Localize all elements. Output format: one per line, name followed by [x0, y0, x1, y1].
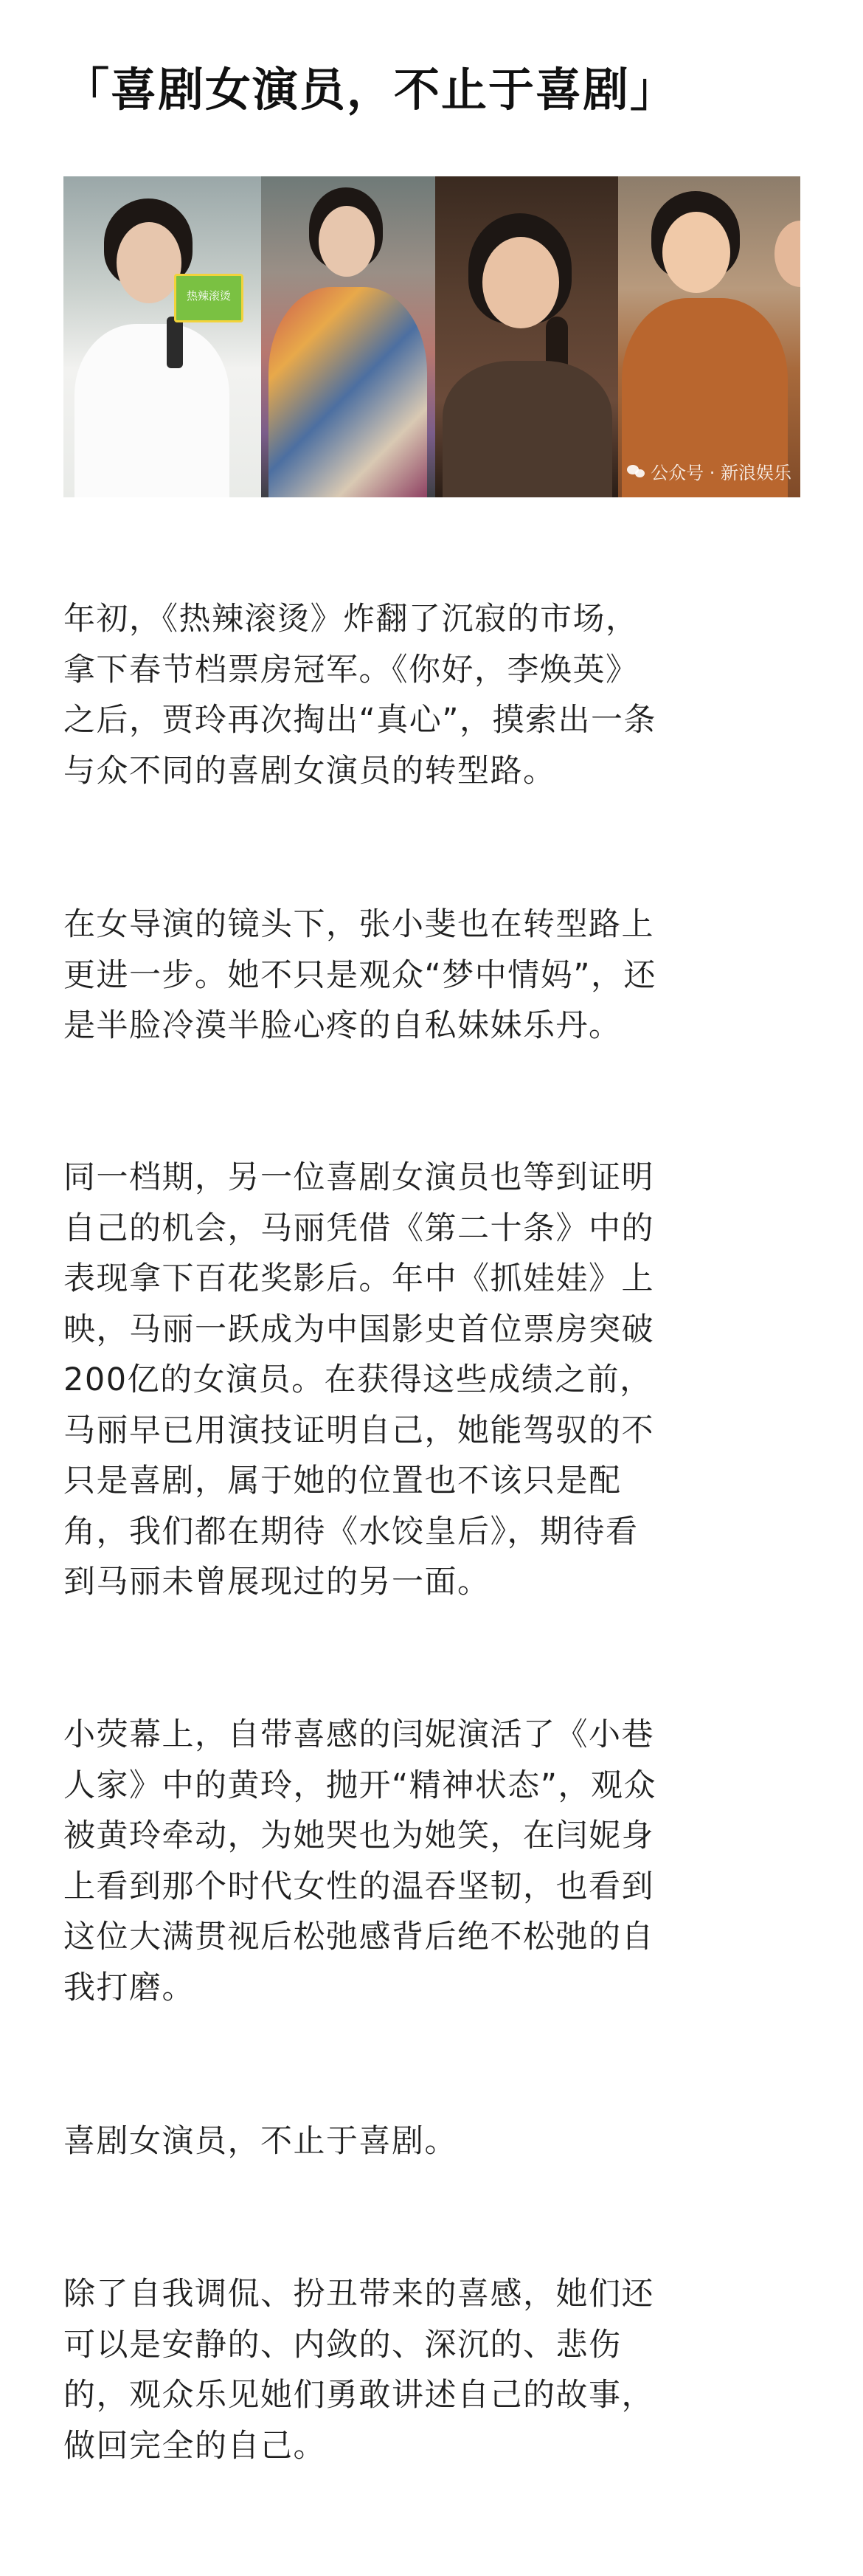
image-watermark: 公众号 · 新浪娱乐 — [627, 458, 791, 484]
paragraph-line: 自己的机会，马丽凭借《第二十条》中的 — [63, 1209, 654, 1247]
photo-ma-li — [435, 176, 618, 497]
sign-board: 热辣滚烫 — [174, 274, 243, 322]
paragraph-line: 做回完全的自己。 — [63, 2427, 326, 2465]
paragraph-line: 这位大满贯视后松弛感背后绝不松弛的自 — [63, 1919, 654, 1955]
paragraph-line: 马丽早已用演技证明自己，她能驾驭的不 — [63, 1412, 654, 1449]
paragraph-line: 同一档期，另一位喜剧女演员也等到证明 — [63, 1159, 654, 1196]
paragraph-line: 上看到那个时代女性的温吞坚韧，也看到 — [63, 1868, 654, 1905]
paragraph-line: 的，观众乐见她们勇敢讲述自己的故事， — [63, 2377, 654, 2414]
paragraph-line: 人家》中的黄玲，抛开“精神状态”，观众 — [63, 1767, 657, 1804]
paragraph-4 — [63, 1710, 801, 2013]
paragraph-1 — [63, 594, 801, 796]
article-title: 「喜剧女演员，不止于喜剧」 — [63, 63, 678, 117]
paragraph-line: 之后，贾玲再次掏出“真心”，摸索出一条 — [63, 702, 657, 739]
paragraph-5 — [63, 2116, 801, 2167]
paragraph-line: 表现拿下百花奖影后。年中《抓娃娃》上 — [63, 1260, 654, 1297]
photo-yan-ni — [618, 176, 800, 497]
header-photo-collage — [63, 176, 800, 497]
paragraph-line: 200亿的女演员。在获得这些成绩之前， — [63, 1361, 653, 1398]
paragraph-line: 与众不同的喜剧女演员的转型路。 — [63, 752, 556, 790]
paragraph-line: 小荧幕上，自带喜感的闫妮演活了《小巷 — [63, 1716, 654, 1753]
paragraph-line: 被黄玲牵动，为她哭也为她笑，在闫妮身 — [63, 1817, 654, 1854]
paragraph-line: 到马丽未曾展现过的另一面。 — [63, 1564, 491, 1600]
paragraph-line: 年初，《热辣滚烫》炸翻了沉寂的市场， — [63, 601, 639, 638]
paragraph-6 — [63, 2269, 801, 2471]
paragraph-line: 是半脸冷漠半脸心疼的自私妹妹乐丹。 — [63, 1007, 622, 1044]
photo-zhang-xiaofei — [261, 176, 435, 497]
paragraph-3 — [63, 1153, 801, 1608]
paragraph-line: 映，马丽一跃成为中国影史首位票房突破 — [63, 1311, 654, 1348]
paragraph-line: 在女导演的镜头下，张小斐也在转型路上 — [63, 906, 654, 943]
photo-jia-ling — [63, 176, 261, 497]
paragraph-2 — [63, 899, 801, 1052]
paragraph-line: 只是喜剧，属于她的位置也不该只是配 — [63, 1463, 622, 1499]
paragraph-line: 除了自我调侃、扮丑带来的喜感，她们还 — [63, 2276, 654, 2313]
paragraph-line: 我打磨。 — [63, 1969, 195, 2006]
paragraph-line: 角，我们都在期待《水饺皇后》，期待看 — [63, 1513, 639, 1550]
paragraph-line: 喜剧女演员，不止于喜剧。 — [63, 2123, 457, 2160]
wechat-icon — [627, 464, 646, 479]
paragraph-line: 更进一步。她不只是观众“梦中情妈”，还 — [63, 956, 657, 994]
paragraph-line: 拿下春节档票房冠军。《你好，李焕英》 — [63, 651, 639, 688]
paragraph-line: 可以是安静的、内敛的、深沉的、悲伤 — [63, 2326, 622, 2363]
